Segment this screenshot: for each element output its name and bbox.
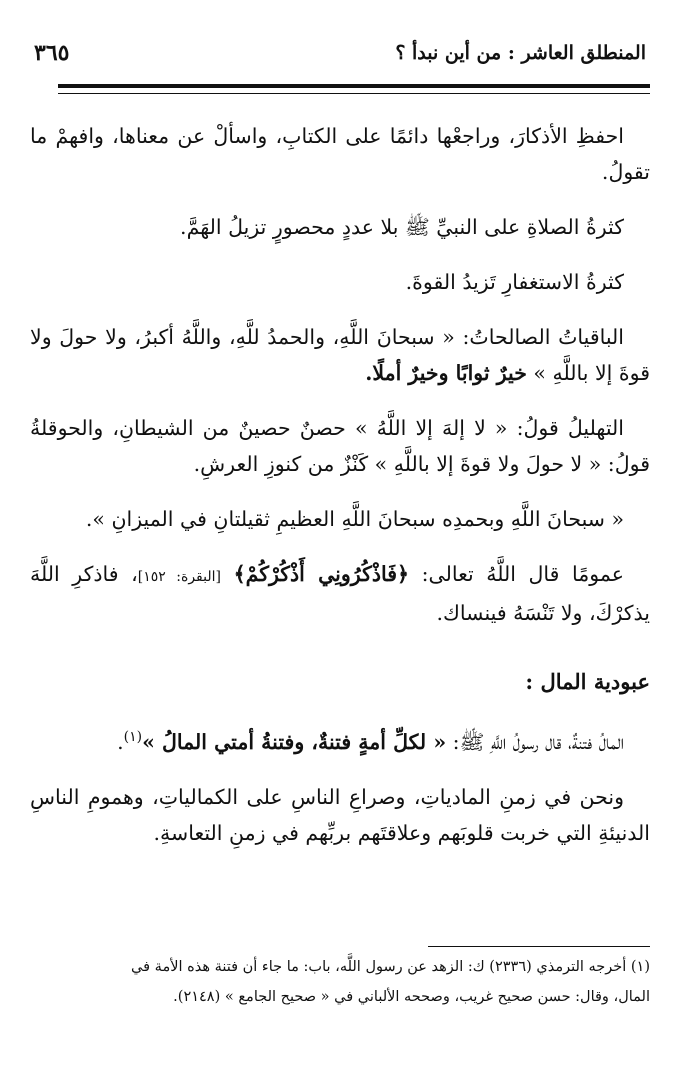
- footnotes: [30, 952, 650, 1012]
- running-title: المنطلق العاشر : من أين نبدأ ؟: [395, 42, 646, 64]
- paragraph-baqiyat: [30, 319, 650, 391]
- page-body: [30, 118, 650, 870]
- footnote-rule: [428, 946, 650, 947]
- paragraph-istighfar: كثرةُ الاستغفارِ تَزيدُ القوةَ.: [405, 270, 624, 294]
- header-rule-thin: [58, 93, 650, 94]
- paragraph-salawat: كثرةُ الصلاةِ على النبيِّ ﷺ بلا عددٍ محصورٍ تزيلُ الهَمَّ.: [180, 215, 624, 239]
- hadith-text: « لكلِّ أمةٍ فتنةٌ، وفتنةُ أمتي المالُ »: [142, 729, 447, 754]
- footnote-line: (١) أخرجه الترمذي (٢٣٣٦) ك: الزهد عن رسول اللَّه، باب: ما جاء أن فتنة هذه الأمة في: [131, 959, 650, 975]
- header-rule-thick: [58, 84, 650, 88]
- verse-conclusion: ، فاذكرِ اللَّهَ يذكرْكَ، ولا تَنْسَهُ فينساك.: [30, 562, 650, 625]
- paragraph-dhikr-verse: [30, 556, 650, 631]
- paragraph-materialism: ونحن في زمنِ المادياتِ، وصراعِ الناسِ على الكمالياتِ، وهمومِ الناسِ الدنيئةِ التي خربت قلوبَهم وعلاقتَهم بربِّهم في زمنِ التعاسةِ.: [30, 784, 650, 845]
- footnote-line: المال، وقال: حسن صحيح غريب، وصححه الألباني في « صحيح الجامع » (٢١٤٨).: [173, 989, 650, 1005]
- section-heading: عبودية المال :: [525, 669, 650, 694]
- paragraph-wealth-fitna: المالُ فتنةٌ، قال رسولُ اللَّهِ ﷺ: « لكلِّ أمةٍ فتنةٌ، وفتنةُ أمتي المالُ »$^{(١)}$.: [117, 729, 624, 754]
- paragraph-tahlil: التهليلُ قولُ: « لا إلهَ إلا اللَّهُ » حصنٌ حصينٌ من الشيطانِ، والحوقلةُ قولُ: « لا حولَ ولا قوةَ إلا باللَّهِ » كَنْزٌ من كنوزِ العرشِ.: [30, 416, 650, 476]
- baqiyat-text: الباقياتُ الصالحاتُ: « سبحانَ اللَّهِ، والحمدُ للَّهِ، واللَّهُ أكبرُ، ولا حولَ ولا قوةَ إلا باللَّهِ »: [30, 325, 650, 385]
- verse-intro: عمومًا قال اللَّهُ تعالى:: [421, 562, 624, 586]
- baqiyat-bold: خيرٌ ثوابًا وخيرٌ أملًا.: [365, 361, 527, 385]
- quran-verse: ﴿فَاذْكُرُونِي أَذْكُرْكُمْ﴾: [233, 562, 410, 586]
- paragraph-memorize-adhkar: احفظِ الأذكارَ، وراجعْها دائمًا على الكتابِ، واسألْ عن معناها، وافهمْ ما تقولُ.: [30, 124, 650, 184]
- footnote-marker: (١): [123, 729, 143, 745]
- page-header: [30, 40, 650, 76]
- paragraph-tasbih: « سبحانَ اللَّهِ وبحمدِه سبحانَ اللَّهِ العظيمِ ثقيلتانِ في الميزانِ ».: [85, 507, 624, 531]
- hadith-intro: المالُ فتنةٌ، قال رسولُ اللَّهِ ﷺ:: [452, 729, 624, 754]
- verse-reference: [البقرة: ١٥٢]: [137, 569, 221, 585]
- page-number: ٣٦٥: [34, 40, 70, 66]
